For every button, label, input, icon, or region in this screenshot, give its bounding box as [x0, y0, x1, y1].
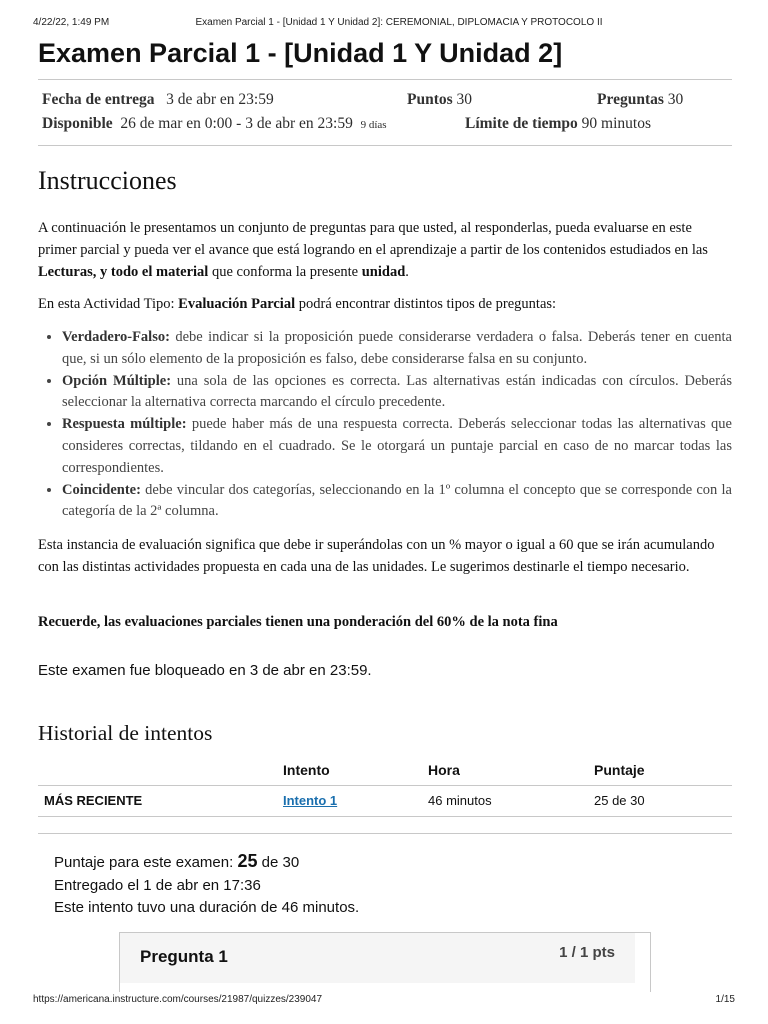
p1-bold-materials: Lecturas, y todo el material [38, 263, 209, 280]
p1-text-b: que conforma la presente [208, 263, 362, 280]
due-value: 3 de abr en 23:59 [166, 91, 274, 108]
due-date [42, 91, 274, 109]
available-days: 9 días [360, 119, 387, 131]
column-header-score: Puntaje [594, 762, 645, 778]
time-limit [465, 115, 651, 133]
list-item [62, 414, 732, 479]
bullet-term: Coincidente: [62, 481, 141, 498]
bullet-text: puede haber más de una respuesta correcta. Deberás seleccionar todas las alternativas que consideres correctas, tildando en el cuadrado. Se le otorgará un puntaje parcial en caso de no marcar todas las correspondientes. [62, 416, 732, 476]
bullet-text: debe vincular dos categorías, seleccionando en la 1º columna el concepto que se corresponde con la categoría de la 2ª columna. [62, 481, 732, 520]
print-doc-title: Examen Parcial 1 - [Unidad 1 Y Unidad 2]: CEREMONIAL, DIPLOMACIA Y PROTOCOLO II [195, 17, 603, 28]
bullet-text: una sola de las opciones es correcta. Las alternativas están indicadas con círculos. Deberás seleccionar la alternativa correcta marcando el círculo precedente. [62, 372, 732, 411]
due-label: Fecha de entrega [42, 91, 155, 108]
p2-bold-type: Evaluación Parcial [178, 296, 296, 312]
p1-bold-unit: unidad [361, 263, 406, 280]
bullet-term: Verdadero-Falso: [62, 329, 170, 345]
column-header-time: Hora [428, 762, 460, 778]
list-item [62, 371, 732, 415]
table-row [38, 786, 732, 817]
bullet-term: Respuesta múltiple: [62, 416, 187, 433]
attempt-label: MÁS RECIENTE [44, 793, 143, 808]
score-value: 25 [237, 851, 258, 871]
instructions-heading: Instrucciones [38, 166, 177, 195]
instructions-paragraph-2 [38, 294, 732, 316]
list-item [62, 480, 732, 524]
print-url: https://americana.instructure.com/courses/21987/quizzes/239047 [33, 994, 323, 1005]
duration-info: Este intento tuvo una duración de 46 minutos. [54, 899, 360, 916]
p1-text-c: . [405, 263, 409, 280]
questions-value: 30 [667, 91, 684, 108]
exam-title: Examen Parcial 1 - [Unidad 1 Y Unidad 2] [38, 38, 563, 68]
instructions-paragraph-1 [38, 218, 732, 283]
score-label: Puntaje para este examen: [54, 854, 234, 871]
question-types-list [38, 327, 732, 523]
score-total: de 30 [261, 854, 300, 871]
table-header-row [38, 756, 732, 786]
time-limit-label: Límite de tiempo [465, 115, 578, 132]
history-divider [38, 833, 732, 834]
time-limit-value: 90 minutos [581, 115, 651, 132]
attempt-score: 25 de 30 [594, 793, 645, 808]
history-heading: Historial de intentos [38, 721, 213, 745]
bullet-term: Opción Múltiple: [62, 372, 172, 389]
print-page-number: 1/15 [715, 994, 735, 1005]
title-divider [38, 79, 732, 80]
question-title: Pregunta 1 [140, 947, 228, 966]
points-label: Puntos [407, 91, 453, 108]
p2-text-b: podrá encontrar distintos tipos de preguntas: [295, 296, 557, 312]
attempt-time: 46 minutos [428, 793, 492, 808]
points-info [407, 91, 472, 109]
meta-divider [38, 145, 732, 146]
questions-label: Preguntas [597, 91, 664, 108]
question-card [119, 932, 651, 992]
points-value: 30 [456, 91, 473, 108]
list-item [62, 327, 732, 371]
attempt-history-table [38, 756, 732, 817]
attempt-link[interactable]: Intento 1 [283, 793, 338, 808]
instructions-paragraph-4: Recuerde, las evaluaciones parciales tienen una ponderación del 60% de la nota fina [38, 614, 558, 630]
available-label: Disponible [42, 115, 113, 132]
bullet-text: debe indicar si la proposición puede considerarse verdadera o falsa. Deberás tener en cuenta que, si un sólo elemento de la proposición es falso, debe considerarse falsa en su conjunto. [62, 329, 732, 367]
score-summary [54, 851, 299, 872]
p2-text-a: En esta Actividad Tipo: [38, 296, 179, 312]
column-header-attempt: Intento [283, 762, 330, 778]
p1-text-a: A continuación le presentamos un conjunto de preguntas para que usted, al responderlas, pueda evaluarse en este primer parcial y pueda ver el avance que está logrando en el aprendizaje a partir de los contenidos estudiados en las [38, 220, 708, 258]
submitted-info: Entregado el 1 de abr en 17:36 [54, 877, 261, 894]
questions-info [597, 91, 683, 109]
instructions-paragraph-3: Esta instancia de evaluación significa que debe ir superándolas con un % mayor o igual a 60 que se irán acumulando con las distintas actividades propuesta en cada una de las unidades. Le sugerimos destinarle el tiempo necesario. [38, 537, 715, 575]
question-header [120, 933, 635, 983]
print-datetime: 4/22/22, 1:49 PM [33, 17, 110, 28]
availability [42, 115, 387, 133]
available-value: 26 de mar en 0:00 - 3 de abr en 23:59 [120, 115, 353, 132]
question-points: 1 / 1 pts [559, 944, 615, 961]
locked-message: Este examen fue bloqueado en 3 de abr en 23:59. [38, 662, 372, 679]
